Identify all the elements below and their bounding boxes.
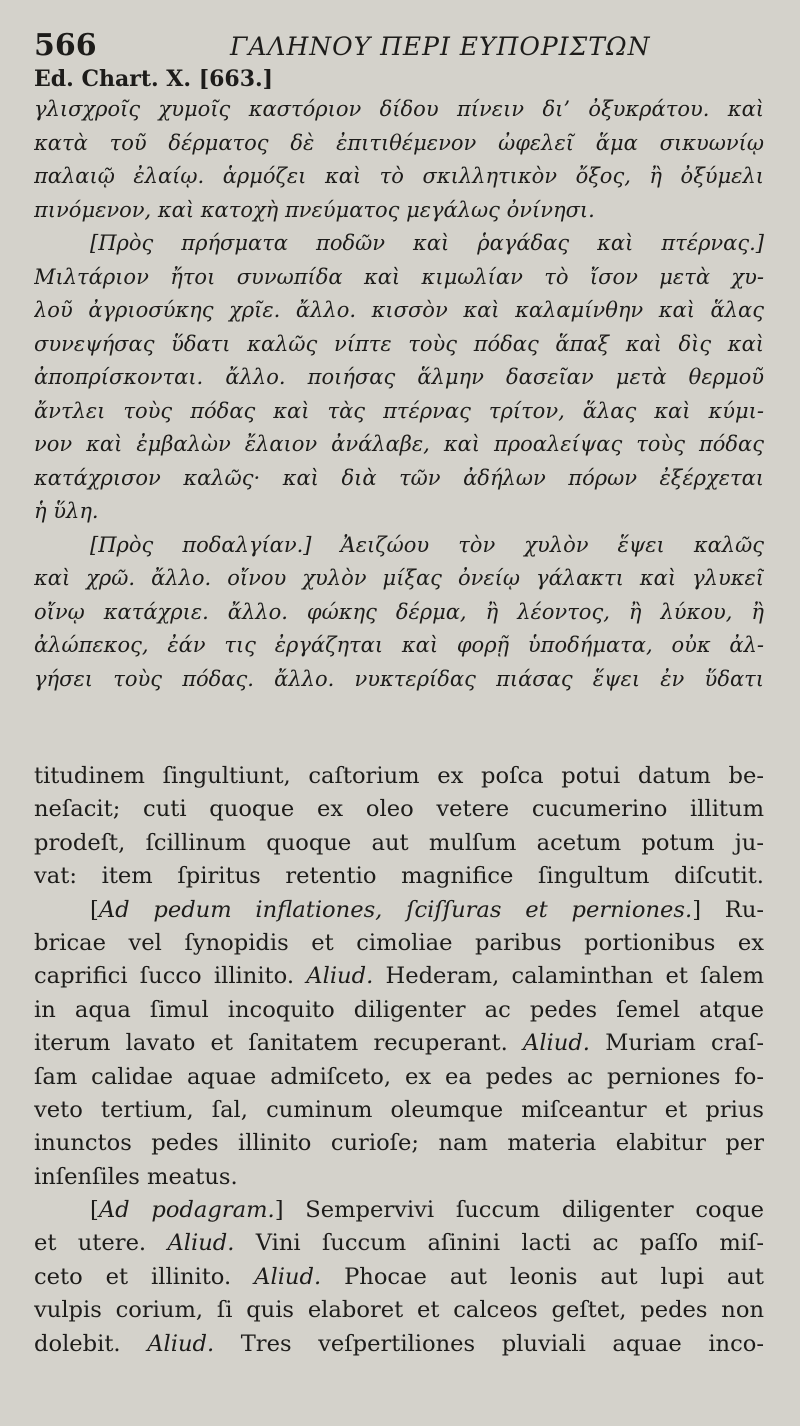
latin-line: inunctos pedes illinito curioſe; nam materia elabitur per <box>34 1130 764 1157</box>
latin-line: inſenſiles meatus. <box>34 1163 238 1190</box>
latin-line: [Ad podagram.] Sempervivi ſuccum diligenter coque <box>90 1197 764 1224</box>
latin-line: dolebit. Aliud. Tres veſpertiliones pluviali aquae inco- <box>34 1330 764 1357</box>
latin-line: et utere. Aliud. Vini ſuccum aſinini lacti ac paſſo miſ- <box>34 1230 764 1257</box>
greek-line: λοῦ ἀγριοσύκης χρῖε. ἄλλο. κισσὸν καὶ καλαμίνθην καὶ ἅλας <box>34 298 764 322</box>
section-heading: Ad podagram. <box>98 1197 275 1224</box>
latin-line: vulpis corium, ſi quis elaboret et calceos geſtet, pedes non <box>34 1297 764 1324</box>
latin-line: iterum lavato et ſanitatem recuperant. Aliud. Muriam craſ- <box>34 1030 764 1057</box>
page-number: 566 <box>34 28 97 63</box>
latin-line: ſam calidae aquae admiſceto, ex ea pedes ac perniones fo- <box>34 1063 764 1090</box>
latin-translation <box>34 760 764 1361</box>
latin-line: neſacit; cuti quoque ex oleo vetere cucumerino illitum <box>34 796 764 823</box>
greek-line: [Πρὸς ποδαλγίαν.] Ἀειζώου τὸν χυλὸν ἕψει καλῶς <box>90 532 764 557</box>
greek-line: ἡ ὕλη. <box>34 499 99 523</box>
greek-line: ἀλώπεκος, ἐάν τις ἐργάζηται καὶ φορῇ ὑποδήματα, οὐκ ἀλ- <box>34 633 764 657</box>
latin-line: ceto et illinito. Aliud. Phocae aut leonis aut lupi aut <box>34 1263 764 1290</box>
aliud-marker: Aliud. <box>167 1230 235 1257</box>
greek-line: γλισχροῖς χυμοῖς καστόριον δίδου πίνειν δι’ ὀξυκράτου. καὶ <box>34 97 764 121</box>
latin-line: veto tertium, ſal, cuminum oleumque miſceantur et prius <box>34 1096 764 1123</box>
latin-line: bricae vel ſynopidis et cimoliae paribus portionibus ex <box>34 929 764 956</box>
greek-line: νον καὶ ἐμβαλὼν ἔλαιον ἀνάλαβε, καὶ προαλείψας τοὺς πόδας <box>34 432 764 456</box>
greek-line: καὶ χρῶ. ἄλλο. οἴνου χυλὸν μίξας ὀνείῳ γάλακτι καὶ γλυκεῖ <box>34 566 764 590</box>
greek-line: πινόμενον, καὶ κατοχὴ πνεύματος μεγάλως ὀνίνησι. <box>34 197 595 222</box>
edition-reference: Ed. Chart. X. [663.] <box>34 66 274 92</box>
aliud-marker: Aliud. <box>306 963 374 990</box>
latin-line: titudinem ſingultiunt, caſtorium ex poſca potui datum be- <box>34 763 764 789</box>
latin-line: in aqua ſimul incoquito diligenter ac pedes ſemel atque <box>34 996 764 1023</box>
greek-line: οἴνῳ κατάχριε. ἄλλο. φώκης δέρμα, ἢ λέοντος, ἢ λύκου, ἢ <box>34 599 764 624</box>
greek-line: Μιλτάριον ἤτοι συνωπίδα καὶ κιμωλίαν τὸ ἴσον μετὰ χυ- <box>34 264 764 289</box>
greek-line: [Πρὸς πρήσματα ποδῶν καὶ ῥαγάδας καὶ πτέρνας.] <box>90 231 764 255</box>
greek-line: συνεψήσας ὕδατι καλῶς νίπτε τοὺς πόδας ἅπαξ καὶ δὶς καὶ <box>34 331 764 356</box>
aliud-marker: Aliud. <box>523 1030 590 1057</box>
aliud-marker: Aliud. <box>147 1330 215 1357</box>
greek-line: ἀποπρίσκονται. ἄλλο. ποιήσας ἅλμην δασεῖαν μετὰ θερμοῦ <box>34 365 764 389</box>
greek-text <box>34 93 764 696</box>
page-header <box>34 28 764 68</box>
latin-line: caprifici ſucco illinito. Aliud. Hederam, calaminthan et ſalem <box>34 963 764 990</box>
latin-line: vat: item ſpiritus retentio magnifice ſingultum diſcutit. <box>34 863 764 890</box>
greek-line: παλαιῷ ἐλαίῳ. ἁρμόζει καὶ τὸ σκιλλητικὸν ὄξος, ἢ ὀξύμελι <box>34 164 764 188</box>
running-title: ΓΑΛΗΝΟΥ ΠΕΡΙ ΕΥΠΟΡΙΣΤΩΝ <box>230 32 651 61</box>
greek-line: κατὰ τοῦ δέρματος δὲ ἐπιτιθέμενον ὠφελεῖ ἅμα σικυωνίῳ <box>34 130 764 155</box>
section-heading: Ad pedum inflationes, ſciſſuras et perniones. <box>98 896 693 923</box>
greek-line: κατάχρισον καλῶς· καὶ διὰ τῶν ἀδήλων πόρων ἐξέρχεται <box>34 465 764 490</box>
latin-line: [Ad pedum inflationes, ſciſſuras et perniones.] Ru- <box>90 896 764 923</box>
greek-line: ἄντλει τοὺς πόδας καὶ τὰς πτέρνας τρίτον, ἅλας καὶ κύμι- <box>34 398 764 423</box>
greek-line: γήσει τοὺς πόδας. ἄλλο. νυκτερίδας πιάσας ἕψει ἐν ὕδατι <box>34 666 764 691</box>
aliud-marker: Aliud. <box>254 1263 322 1290</box>
latin-line: prodeſt, ſcillinum quoque aut mulſum acetum potum ju- <box>34 829 764 856</box>
